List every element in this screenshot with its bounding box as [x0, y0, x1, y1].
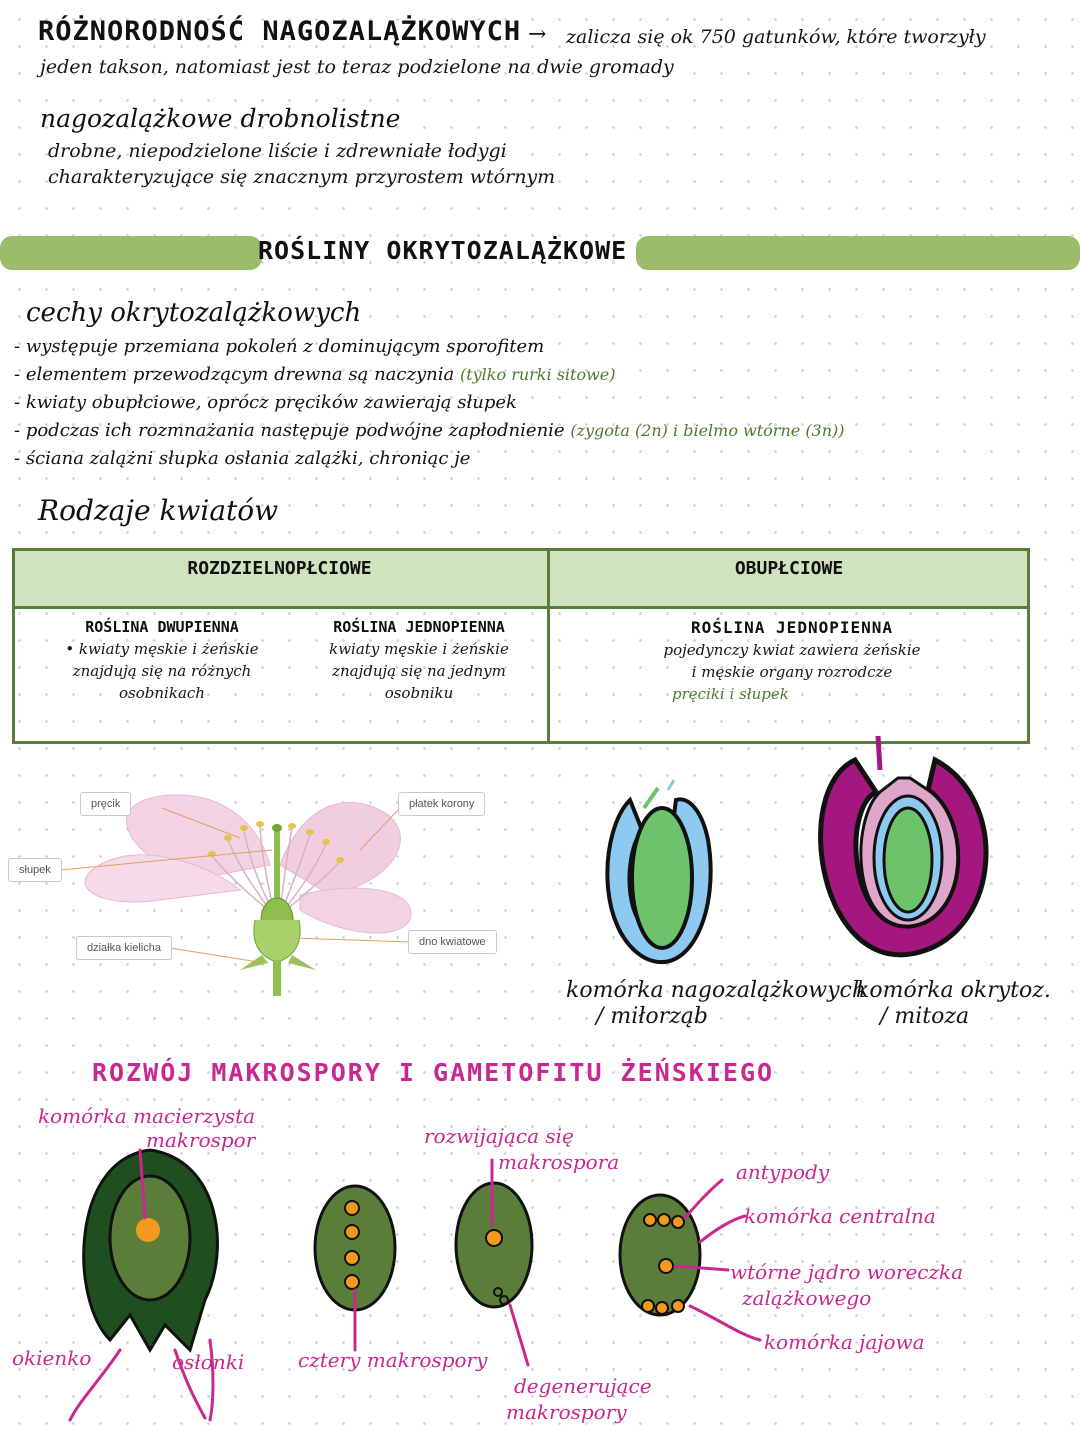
flower-label-pistil: słupek [8, 858, 62, 882]
label-secondary-nucleus-2: zalążkowego [742, 1286, 872, 1310]
flower-stem [273, 960, 281, 996]
gymnosperm-tip [668, 780, 674, 790]
label-central-cell: komórka centralna [744, 1204, 936, 1228]
flower-label-stamen: pręcik [80, 792, 131, 816]
sepal [288, 955, 316, 970]
feature-note: (tylko rurki sitowe) [459, 365, 616, 384]
table-header-separate: ROZDZIELNOPŁCIOWE [187, 558, 372, 579]
feature-item: - elementem przewodzącym drewna są naczynia (tylko rurki sitowe) [14, 364, 616, 385]
flower-kinds-table [12, 548, 1028, 742]
mother-cell [136, 1218, 160, 1242]
flower-label-receptacle: dno kwiatowe [408, 930, 497, 954]
cell-line: osobniku [384, 684, 454, 702]
kinds-title: Rodzaje kwiatów [38, 494, 279, 527]
receptacle [254, 920, 300, 962]
cell-line: kwiaty męskie i żeńskie [329, 640, 509, 658]
label-macrospores: cztery makrospory [298, 1348, 488, 1372]
feature-item: - występuje przemiana pokoleń z dominującym sporofitem [14, 336, 545, 357]
petal-shape [280, 802, 400, 895]
cell-title: ROŚLINA JEDNOPIENNA [333, 618, 505, 636]
banner-band-left [0, 236, 262, 270]
features-title: cechy okrytozalążkowych [26, 298, 362, 328]
cell-line: znajdują się na jednym [332, 662, 506, 680]
cell-title: ROŚLINA DWUPIENNA [85, 618, 239, 636]
gymnosperm-tip [644, 788, 658, 808]
ovule-drawings [580, 730, 1060, 980]
cell-line: • kwiaty męskie i żeńskie [65, 640, 259, 658]
section1-desc-2: charakteryzujące się znacznym przyrostem wtórnym [48, 166, 556, 188]
egg-apparatus [642, 1300, 684, 1314]
caption-gymnosperm-2: / miłorząb [596, 1004, 708, 1029]
banner-title: ROŚLINY OKRYTOZALĄŻKOWE [258, 236, 628, 265]
section1-subtitle: nagozalążkowe drobnolistne [40, 104, 401, 133]
arrow-glyph: → [528, 22, 547, 47]
label-micropyle: okienko [12, 1346, 92, 1370]
angiosperm-nucellus [884, 808, 932, 912]
section3-title: ROZWÓJ MAKROSPORY I GAMETOFITU ŻEŃSKIEGO [92, 1058, 775, 1087]
section1-desc-1: drobne, niepodzielone liście i zdrewniałe łodygi [48, 140, 507, 162]
secondary-nucleus [659, 1259, 673, 1273]
table-header-bisexual: OBUPŁCIOWE [734, 558, 844, 579]
label-developing-1: rozwijająca się [424, 1124, 574, 1148]
label-integuments: osłonki [172, 1350, 245, 1374]
label-mother-cell-1: komórka macierzysta [38, 1104, 256, 1128]
table-cell-bisexual [572, 618, 1012, 703]
label-degenerating-1: degenerujące [514, 1374, 652, 1398]
section1-intro-1: zalicza się ok 750 gatunków, które tworzyły [566, 26, 986, 48]
feature-note: (zygota (2n) i bielmo wtórne (3n)) [570, 421, 845, 440]
label-developing-2: makrospora [498, 1150, 620, 1174]
angiosperm-tip [878, 736, 880, 770]
stigma [272, 824, 282, 832]
section1-title: RÓŻNORODNOŚĆ NAGOZALĄŻKOWYCH [38, 16, 522, 47]
cell-line: znajdują się na różnych [72, 662, 252, 680]
table-cell-dioecious [32, 618, 292, 702]
feature-item: - ściana zalążni słupka osłania zalążki, chroniąc je [14, 448, 471, 469]
cell-note: pręciki i słupek [672, 685, 789, 703]
label-egg-cell: komórka jajowa [764, 1330, 925, 1354]
feature-item: - podczas ich rozmnażania następuje podwójne zapłodnienie (zygota (2n) i bielmo wtórne (3n)) [14, 420, 845, 441]
label-degenerating-2: makrospory [506, 1400, 627, 1424]
gymnosperm-nucellus [632, 808, 692, 948]
cell-line: i męskie organy rozrodcze [691, 663, 893, 681]
antipodes [644, 1214, 684, 1228]
caption-gymnosperm-1: komórka nagozalążkowych [566, 978, 867, 1003]
caption-angiosperm-1: komórka okrytoz. [856, 978, 1051, 1003]
developing-nucleus [486, 1230, 502, 1246]
cell-line: pojedynczy kwiat zawiera żeńskie [663, 641, 921, 659]
feature-item: - kwiaty obupłciowe, oprócz pręcików zawierają słupek [14, 392, 517, 413]
sepal [240, 955, 268, 970]
label-mother-cell-2: makrospor [146, 1128, 256, 1152]
section1-intro-2: jeden takson, natomiast jest to teraz podzielone na dwie gromady [40, 56, 674, 78]
cell-line: osobnikach [119, 684, 205, 702]
petal-shape [300, 888, 411, 933]
banner-band-right [636, 236, 1080, 270]
flower-label-sepal: działka kielicha [76, 936, 172, 960]
label-antipodes: antypody [736, 1160, 830, 1184]
caption-angiosperm-2: / mitoza [880, 1004, 970, 1029]
table-cell-monoecious [294, 618, 544, 702]
flower-label-petal: płatek korony [398, 792, 485, 816]
label-secondary-nucleus-1: wtórne jądro woreczka [730, 1260, 964, 1284]
cell-title: ROŚLINA JEDNOPIENNA [690, 618, 894, 637]
